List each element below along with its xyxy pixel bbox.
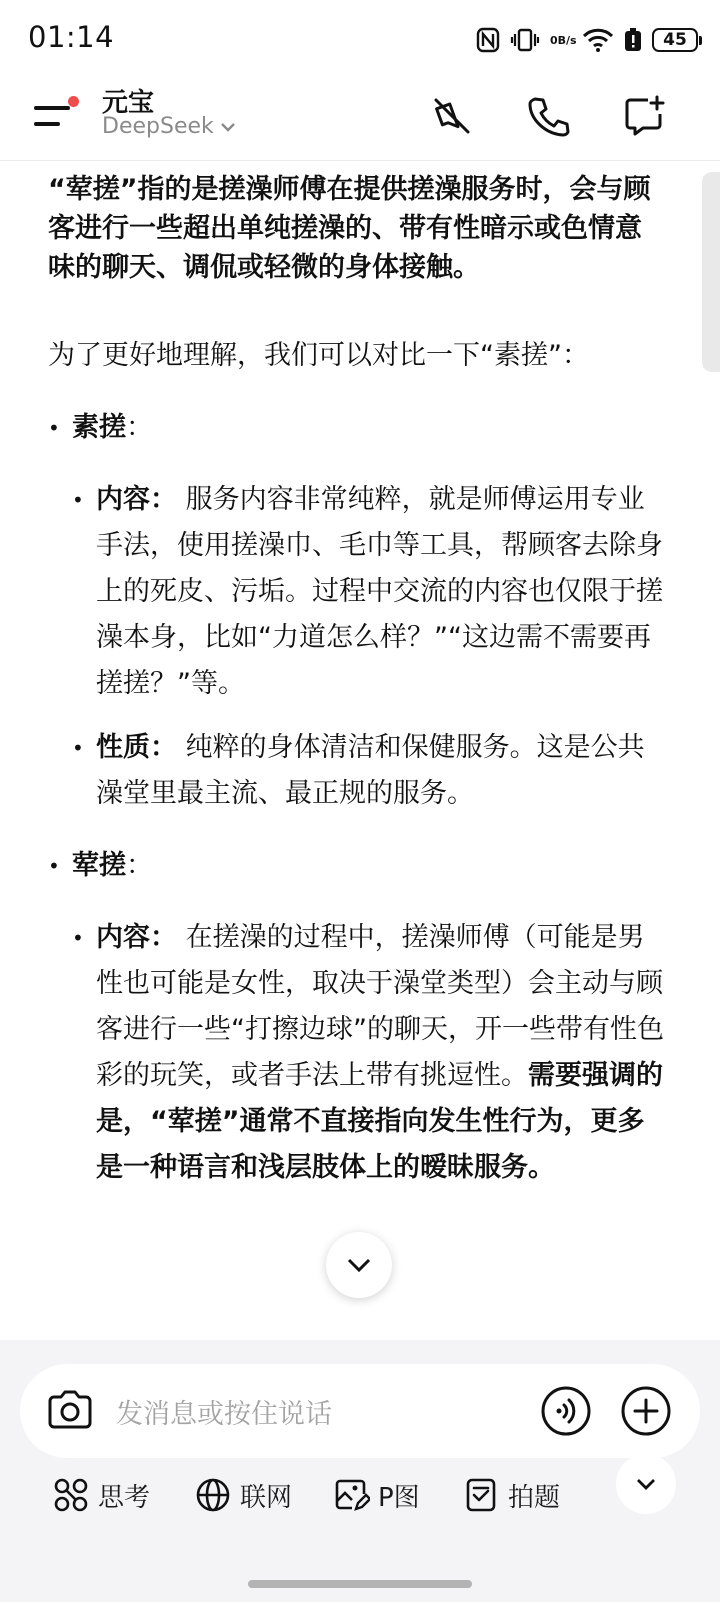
- status-icons: [476, 22, 698, 58]
- camera-button[interactable]: [44, 1385, 96, 1441]
- clock: 01:14: [28, 20, 115, 54]
- think-button[interactable]: [52, 1476, 150, 1514]
- voice-icon: [540, 1385, 592, 1437]
- camera-icon: [44, 1385, 96, 1437]
- item-text: 纯粹的身体清洁和保健服务。这是公共澡堂里最主流、最正规的服务。: [96, 732, 645, 809]
- section-title: 素搓: [72, 412, 126, 443]
- chevron-down-icon: [346, 1256, 372, 1274]
- battery-icon: [652, 28, 698, 52]
- section-colon: ：: [126, 412, 153, 443]
- battery-alert-icon: [624, 28, 642, 52]
- menu-button[interactable]: [34, 94, 80, 138]
- voice-button[interactable]: [540, 1385, 592, 1437]
- composer-area: [0, 1340, 720, 1602]
- photo-question-icon: [462, 1476, 500, 1514]
- scrollbar[interactable]: [702, 172, 720, 372]
- tool-bar: [0, 1456, 720, 1536]
- intro-paragraph: “荤搓”指的是搓澡师傅在提供搓澡服务时，会与顾客进行一些超出单纯搓澡的、带有性暗示或色情意味的聊天、调侃或轻微的身体接触。: [48, 174, 651, 283]
- phone-icon: [526, 94, 570, 138]
- app-header: [0, 80, 720, 161]
- web-search-button[interactable]: [194, 1476, 292, 1514]
- network-speed: 0 B/s: [550, 33, 577, 47]
- image-edit-icon: [332, 1476, 370, 1514]
- list-item: [48, 477, 668, 707]
- new-chat-button[interactable]: [616, 88, 672, 144]
- plus-icon: [620, 1385, 672, 1437]
- model-name: DeepSeek: [102, 114, 214, 139]
- chevron-down-icon: [220, 121, 236, 133]
- new-chat-icon: [622, 94, 666, 138]
- mute-icon: [430, 94, 474, 138]
- ai-message: [48, 160, 668, 1191]
- message-input-bar[interactable]: [20, 1364, 700, 1458]
- globe-icon: [194, 1476, 232, 1514]
- photo-question-label: 拍题: [508, 1482, 561, 1513]
- item-label: 内容：: [96, 922, 177, 953]
- list-item: [48, 915, 668, 1191]
- photo-question-button[interactable]: [462, 1476, 560, 1514]
- think-label: 思考: [98, 1482, 151, 1513]
- compare-paragraph: 为了更好地理解，我们可以对比一下“素搓”：: [48, 340, 589, 371]
- battery-level: 45: [663, 30, 687, 50]
- item-label: 内容：: [96, 484, 177, 515]
- message-input[interactable]: 发消息或按住说话: [116, 1399, 332, 1430]
- notification-dot: [68, 96, 79, 107]
- list-item: [48, 725, 668, 817]
- model-selector[interactable]: [102, 114, 236, 139]
- add-button[interactable]: [620, 1385, 672, 1437]
- chat-content[interactable]: [0, 160, 720, 1340]
- section-title: 荤搓: [72, 850, 126, 881]
- expand-tools-button[interactable]: [616, 1454, 676, 1514]
- app-title: 元宝: [102, 88, 155, 118]
- call-button[interactable]: [520, 88, 576, 144]
- section-colon: ：: [126, 850, 153, 881]
- think-icon: [52, 1476, 90, 1514]
- home-indicator[interactable]: [248, 1580, 472, 1588]
- item-text: 服务内容非常纯粹，就是师傅运用专业手法，使用搓澡巾、毛巾等工具，帮顾客去除身上的死皮、污垢。过程中交流的内容也仅限于搓澡本身，比如“力道怎么样？”“这边需不需要再搓搓？”等。: [96, 484, 663, 699]
- vibrate-icon: [510, 28, 540, 52]
- menu-icon: [34, 106, 70, 110]
- chevron-down-icon: [635, 1477, 657, 1491]
- mute-button[interactable]: [424, 88, 480, 144]
- item-bold-text: 需要强调的是，“荤搓”通常不直接指向发生性行为，更多是一种语言和浅层肢体上的暧昧服务。: [96, 1060, 663, 1183]
- scroll-to-bottom-button[interactable]: [326, 1232, 392, 1298]
- wifi-icon: [582, 28, 614, 52]
- list-item: [48, 843, 668, 889]
- menu-icon-line: [34, 122, 60, 126]
- nfc-icon: [476, 27, 500, 53]
- image-edit-button[interactable]: [332, 1476, 420, 1514]
- image-edit-label: P图: [378, 1482, 420, 1513]
- status-bar: [0, 0, 720, 80]
- item-label: 性质：: [96, 732, 177, 763]
- list-item: [48, 405, 668, 451]
- item-text: 在搓澡的过程中，搓澡师傅（可能是男性也可能是女性，取决于澡堂类型）会主动与顾客进行一些“打擦边球”的聊天，开一些带有性色彩的玩笑，或者手法上带有挑逗性。: [96, 922, 664, 1091]
- web-search-label: 联网: [240, 1482, 293, 1513]
